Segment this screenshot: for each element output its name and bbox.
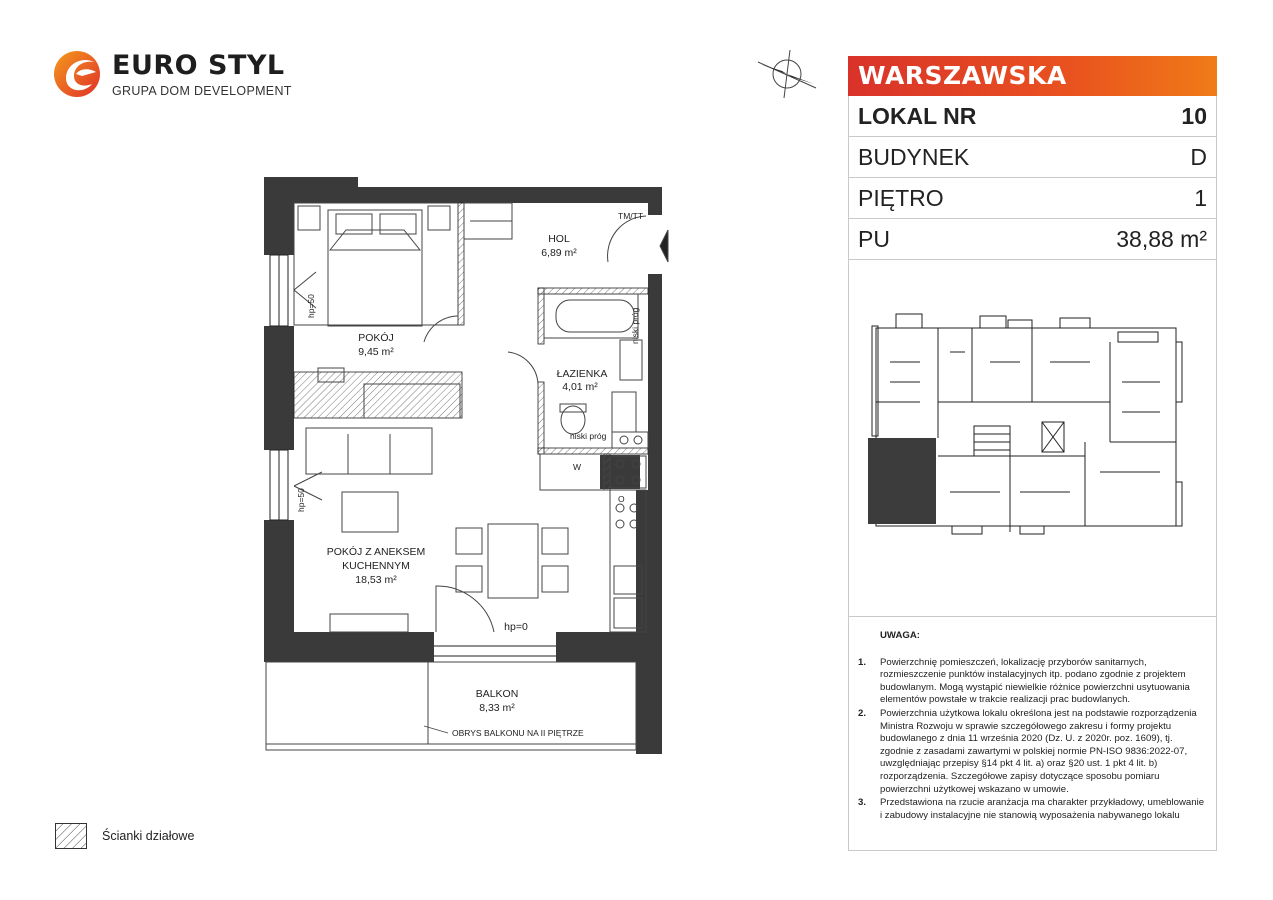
info-row-area <box>848 219 1217 260</box>
info-row-unit <box>848 96 1217 137</box>
note-item <box>858 708 1208 796</box>
o-label: O <box>618 494 625 504</box>
room-name-living-2: KUCHENNYM <box>342 560 410 572</box>
notes-title: UWAGA: <box>880 630 920 641</box>
north-compass-icon <box>752 46 822 102</box>
note-item <box>858 797 1208 822</box>
notes-section <box>858 630 1208 823</box>
note-number: 3. <box>858 797 867 809</box>
info-value: D <box>1190 143 1207 170</box>
low-threshold-label: niski próg <box>570 431 607 441</box>
low-threshold-label: niski próg <box>630 307 640 344</box>
info-value: 10 <box>1181 102 1207 129</box>
room-name-bedroom: POKÓJ <box>358 332 394 344</box>
info-label: BUDYNEK <box>858 143 970 170</box>
room-name-living: POKÓJ Z ANEKSEM <box>326 546 426 558</box>
room-name-balcony: BALKON <box>475 688 519 700</box>
window-height-label: hp=50 <box>296 488 306 512</box>
note-text: Przedstawiona na rzucie aranżacja ma charakter przykładowy, umeblowanie i zabudowy instalacyjne nie stanowią wyposażenia nabywanego lokalu <box>880 797 1205 821</box>
tm-tt-label: TM/TT <box>618 211 644 221</box>
room-area-bathroom: 4,01 m² <box>562 381 598 393</box>
info-label: LOKAL NR <box>858 102 977 129</box>
w-label: W <box>573 462 582 472</box>
note-item <box>858 657 1208 707</box>
brand-name: EURO STYL <box>112 50 285 81</box>
divider <box>849 616 1216 617</box>
note-number: 1. <box>858 656 867 668</box>
room-name-bathroom: ŁAZIENKA <box>556 368 608 380</box>
balcony-outline-label: OBRYS BALKONU NA II PIĘTRZE <box>452 728 584 738</box>
apartment-floor-plan <box>260 170 680 760</box>
note-number: 2. <box>858 707 867 719</box>
building-key-plan <box>860 302 1205 542</box>
room-area-hall: 6,89 m² <box>541 247 577 259</box>
room-area-living: 18,53 m² <box>355 574 397 586</box>
info-label: PU <box>858 225 890 252</box>
partition-wall-legend-icon <box>55 823 87 849</box>
info-value: 1 <box>1194 184 1207 211</box>
investment-title: WARSZAWSKA <box>848 56 1217 96</box>
threshold-height-label: hp=0 <box>504 621 528 633</box>
room-area-bedroom: 9,45 m² <box>358 346 394 358</box>
info-row-building <box>848 137 1217 178</box>
unit-info-table <box>848 56 1217 260</box>
note-text: Powierzchnia użytkowa lokalu określona jest na podstawie rozporządzenia Ministra Rozwoju w sprawie szczegółowego zakresu i formy projektu budowlanego z dnia 11 września 2020 (Dz. U. z 2020r. poz. 1609), tj. zgodnie z zasadami zawartymi w polskiej normie PN-ISO 9836:2022-07, uwzględniając przepisy §14 pkt 4 lit. a) oraz §20 ust. 1 pkt 4 lit. b) rozporządzenia. Szczegółowe zapisy dotyczące sposobu pomiaru powierzchni użytkowej wskazano w umowie. <box>880 707 1197 795</box>
info-value: 38,88 m² <box>1116 225 1207 252</box>
room-area-balcony: 8,33 m² <box>479 702 515 714</box>
window-height-label: hp=50 <box>306 294 316 318</box>
note-text: Powierzchnię pomieszczeń, lokalizację przyborów sanitarnych, rozmieszczenie punktów instalacyjnych itp. podano zgodnie z projektem budowlanym. Mogą wystąpić niewielkie różnice powierzchni usytuowania elementów powstałe w trakcie realizacji prac budowlanych. <box>880 656 1190 706</box>
info-label: PIĘTRO <box>858 184 944 211</box>
brand-subtitle: GRUPA DOM DEVELOPMENT <box>112 84 292 98</box>
info-row-floor <box>848 178 1217 219</box>
room-name-hall: HOL <box>548 233 570 245</box>
legend-label: Ścianki działowe <box>102 829 195 843</box>
